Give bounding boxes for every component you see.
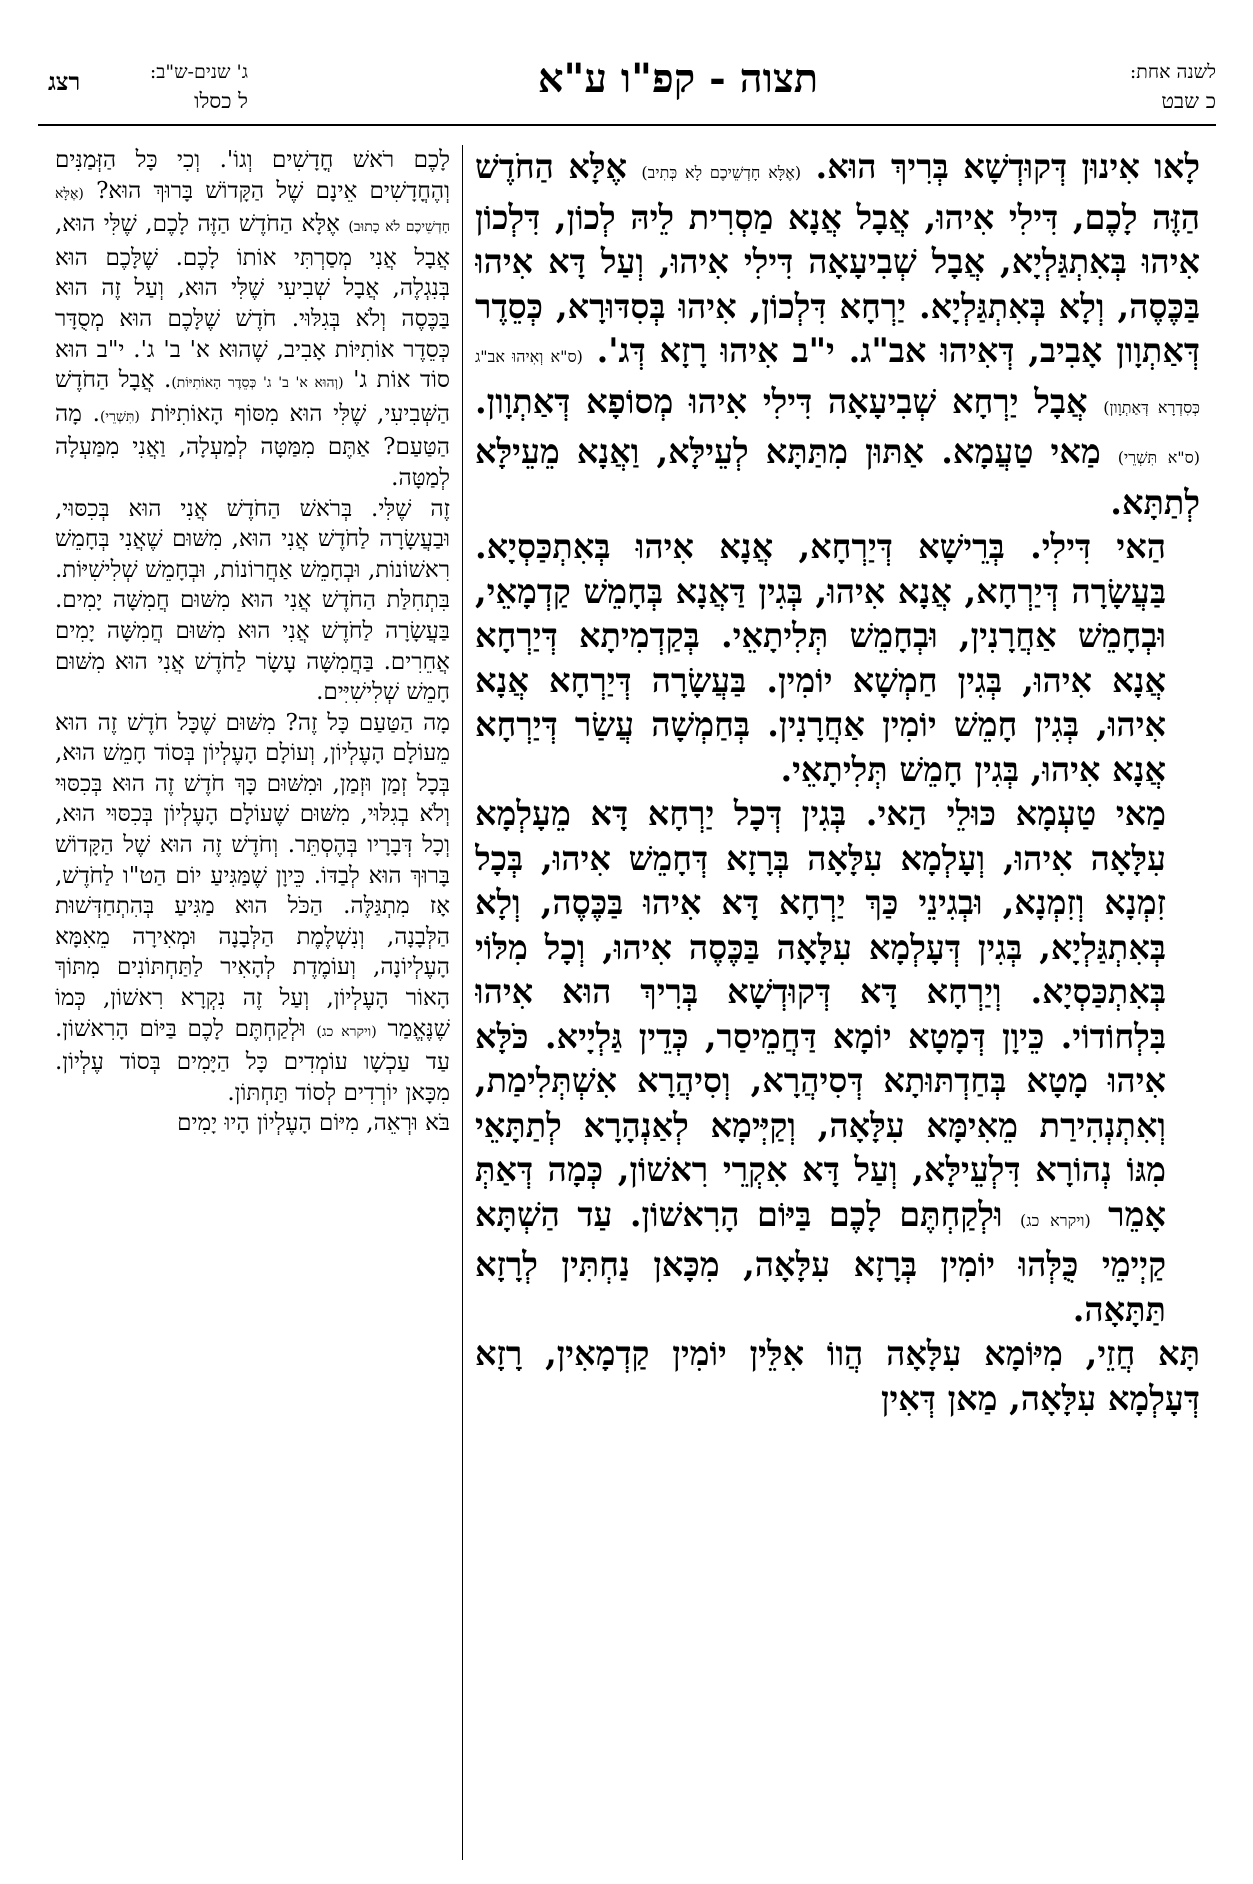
running-header	[38, 55, 1216, 125]
main-text-column	[475, 145, 1200, 1865]
header-title: תצוה - קפ"ו ע"א	[537, 55, 819, 102]
column-divider	[462, 145, 463, 1860]
translation-paragraph: בֹּא וּרְאֵה, מִיּוֹם הָעֶלְיוֹן הָיוּ יָמִים	[177, 1110, 450, 1137]
header-rule	[38, 124, 1216, 126]
main-paragraph: מַאי טַעְמָא כּוּלֵי הַאי. בְּגִין דְּכָל יַרְחָא דָּא מֵעָלְמָא עִלָּאָה אִיהוּ, וְעָלְמָא עִלָּאָה בְּרָזָא דְּחָמֵשׁ אִיהוּ, בְּכָל זִמְנָא וְזִמְנָא, וּבְגִינֵי כַּךְ יַרְחָא דָּא אִיהוּ בַּכֶּסֶה, וְלָא בְּאִתְגַּלְיָא, בְּגִין דְּעָלְמָא עִלָּאָה בַּכֶּסֶה אִיהוּ, וְכָל מִלּוֹי בְּאִתְכַּסְיָא. וְיַרְחָא דָּא דְּקוּדְשָׁא בְּרִיךְ הוּא אִיהוּ בִּלְחוֹדוֹי. כֵּיוָן דְּמָטָא יוֹמָא דַּחֲמֵיסַר, כְּדֵין גַּלְיָיא. כֹּלָּא אִיהוּ מָטָא בְּחַדְתּוּתָא דְּסִיהֲרָא, וְסִיהֲרָא אִשְׁתְּלִימַת, וְאִתְנְהִירַת מֵאִימָּא עִלָּאָה, וְקַיְּימָא לְאַנְהָרָא לְתַתָּאֵי מִגּוֹ נְהוֹרָא דִּלְעֵילָּא, וְעַל דָּא אִקְרֵי רִאשׁוֹן, כְּמָה דְּאַתְּ אָמֵר (ויקרא כג) וּלְקַחְתֶּם לָכֶם בַּיּוֹם הָרִאשׁוֹן. עַד הַשְׁתָּא קַיְימֵי כֻּלְּהוּ יוֹמִין בְּרָזָא עִלָּאָה, מִכָּאן נַחְתִּין לְרָזָא תַּתָּאָה.	[475, 794, 1166, 1329]
translation-paragraph: זֶה שֶׁלִּי. בְּרֹאשׁ הַחֹדֶשׁ אֲנִי הוּא בְּכִסּוּי, וּבַעֲשָׂרָה לַחֹדֶשׁ אֲנִי הוּא, מִשּׁוּם שֶׁאֲנִי בְּחָמֵשׁ רִאשׁוֹנוֹת, וּבְחָמֵשׁ אַחֲרוֹנוֹת, וּבְחָמֵשׁ שְׁלִישִׁיּוֹת. בִּתְחִלַּת הַחֹדֶשׁ אֲנִי הוּא מִשּׁוּם חֲמִשָּׁה יָמִים. בַּעֲשָׂרָה לַחֹדֶשׁ אֲנִי הוּא מִשּׁוּם חֲמִשָּׁה יָמִים אֲחֵרִים. בַּחֲמִשָּׁה עָשָׂר לַחֹדֶשׁ אֲנִי הוּא מִשּׁוּם חָמֵשׁ שְׁלִישִׁיִּים.	[55, 495, 450, 706]
page-number: רצג	[48, 67, 81, 96]
header-left-date: כ שבט	[1161, 89, 1216, 113]
header-left-label: לשנה אחת:	[1129, 61, 1216, 83]
header-right-date: ל כסלו	[194, 89, 248, 113]
translation-paragraph: לָכֶם רֹאשׁ חֳדָשִׁים וְגוֹ'. וְכִי כָּל הַזְּמַנִּים וְהֶחֳדָשִׁים אֵינָם שֶׁל הַקָּדוֹשׁ בָּרוּךְ הוּא? (אֶלָּא חָדְשֵׁיכֶם לֹא כָתוּב) אֶלָּא הַחֹדֶשׁ הַזֶּה לָכֶם, שֶׁלִּי הוּא, אֲבָל אֲנִי מְסַרְתִּי אוֹתוֹ לָכֶם. שֶׁלָּכֶם הוּא בְּנִגְלֶה, אֲבָל שְׁבִיעִי שֶׁלִּי הוּא, וְעַל זֶה הוּא בַּכֶּסֶה וְלֹא בְּגִלּוּי. חֹדֶשׁ שֶׁלָּכֶם הוּא מְסֻדָּר כְּסֵדֶר אוֹתִיּוֹת אָבִיב, שֶׁהוּא א' ב' ג'. י"ב הוּא סוֹד אוֹת ג' (וְהוּא א' ב' ג' כְּסֵדֶר הָאוֹתִיּוֹת). אֲבָל הַחֹדֶשׁ הַשְּׁבִיעִי, שֶׁלִּי הוּא מִסּוֹף הָאוֹתִיּוֹת (תִּשְׁרֵי). מָה הַטַּעַם? אַתֶּם מִמַּטָּה לְמַעְלָה, וַאֲנִי מִמַּעְלָה לְמַטָּה.	[55, 147, 450, 491]
main-paragraph: הַאי דִּילִי. בְּרֵישָׁא דְּיַרְחָא, אֲנָא אִיהוּ בְּאִתְכַּסְיָא. בַּעֲשָׂרָה דְּיַרְחָא, אֲנָא אִיהוּ, בְּגִין דַּאֲנָא בְּחָמֵשׁ קַדְמָאֵי, וּבְחָמֵשׁ אַחֲרָנִין, וּבְחָמֵשׁ תְּלִיתָאֵי. בְּקַדְמִיתָא דְּיַרְחָא אֲנָא אִיהוּ, בְּגִין חַמְשָׁא יוֹמִין. בַּעֲשָׂרָה דְּיַרְחָא אֲנָא אִיהוּ, בְּגִין חָמֵשׁ יוֹמִין אַחֲרָנִין. בְּחַמְשָׁה עֲשַׂר דְּיַרְחָא אֲנָא אִיהוּ, בְּגִין חָמֵשׁ תְּלִיתָאֵי.	[475, 527, 1166, 789]
main-paragraph: תָּא חֲזֵי, מִיּוֹמָא עִלָּאָה הֲווֹ אִלֵּין יוֹמִין קַדְמָאִין, רָזָא דְּעָלְמָא עִלָּאָה, מַאן דְּאִין	[475, 1334, 1200, 1418]
translation-paragraph: מָה הַטַּעַם כָּל זֶה? מִשּׁוּם שֶׁכָּל חֹדֶשׁ זֶה הוּא מֵעוֹלָם הָעֶלְיוֹן, וְעוֹלָם הָעֶלְיוֹן בְּסוֹד חָמֵשׁ הוּא, בְּכָל זְמַן וּזְמַן, וּמִשּׁוּם כָּךְ חֹדֶשׁ זֶה הוּא בְּכִסּוּי וְלֹא בְגִלּוּי, מִשּׁוּם שֶׁעוֹלָם הָעֶלְיוֹן בְּכִסּוּי הוּא, וְכָל דְּבָרָיו בְּהֶסְתֵּר. וְחֹדֶשׁ זֶה הוּא שֶׁל הַקָּדוֹשׁ בָּרוּךְ הוּא לְבַדּוֹ. כֵּיוָן שֶׁמַּגִּיעַ יוֹם הַט"ו לַחֹדֶשׁ, אָז מִתְגַּלֶּה. הַכֹּל הוּא מַגִּיעַ בְּהִתְחַדְּשׁוּת הַלְּבָנָה, וְנִשְׁלֶמֶת הַלְּבָנָה וּמְאִירָה מֵאִמָּא הָעֶלְיוֹנָה, וְעוֹמֶדֶת לְהָאִיר לַתַּחְתּוֹנִים מִתּוֹךְ הָאוֹר הָעֶלְיוֹן, וְעַל זֶה נִקְרָא רִאשׁוֹן, כְּמוֹ שֶׁנֶּאֱמַר (ויקרא כג) וּלְקַחְתֶּם לָכֶם בַּיּוֹם הָרִאשׁוֹן. עַד עַכְשָׁו עוֹמְדִים כָּל הַיָּמִים בְּסוֹד עֶלְיוֹן. מִכָּאן יוֹרְדִים לְסוֹד תַּחְתּוֹן.	[55, 709, 450, 1106]
main-paragraph: לָאו אִינוּן דְּקוּדְשָׁא בְּרִיךְ הוּא. (אֶלָּא חָדְשֵׁיכֶם לָא כְּתִיב) אֶלָּא הַחֹדֶשׁ הַזֶּה לָכֶם, דִּילִי אִיהוּ, אֲבָל אֲנָא מַסְרִית לֵיהּ לְכוֹן, דִּלְכוֹן אִיהוּ בְּאִתְגַּלְיָא, אֲבָל שְׁבִיעָאָה דִּילִי אִיהוּ, וְעַל דָּא אִיהוּ בַּכֶּסֶה, וְלָא בְּאִתְגַּלְיָא. יַרְחָא דִּלְכוֹן, אִיהוּ בְּסִדּוּרָא, כְּסֵדֶר דְּאַתְוָון אָבִיב, דְּאִיהוּ אב"ג. י"ב אִיהוּ רָזָא דְּג'. (ס"א וְאִיהוּ אב"ג כְּסִדְרָא דְּאַתְוָון) אֲבָל יַרְחָא שְׁבִיעָאָה דִּילִי אִיהוּ מְסוֹפָא דְּאַתְוָון. (ס"א תִּשְׁרֵי) מַאי טַעֲמָא. אַתּוּן מִתַּתָּא לְעֵילָּא, וַאֲנָא מֵעֵילָּא לְתַתָּא.	[475, 147, 1200, 522]
translation-column	[55, 145, 450, 1865]
header-right-label: ג' שנים-ש"ב:	[149, 61, 248, 83]
